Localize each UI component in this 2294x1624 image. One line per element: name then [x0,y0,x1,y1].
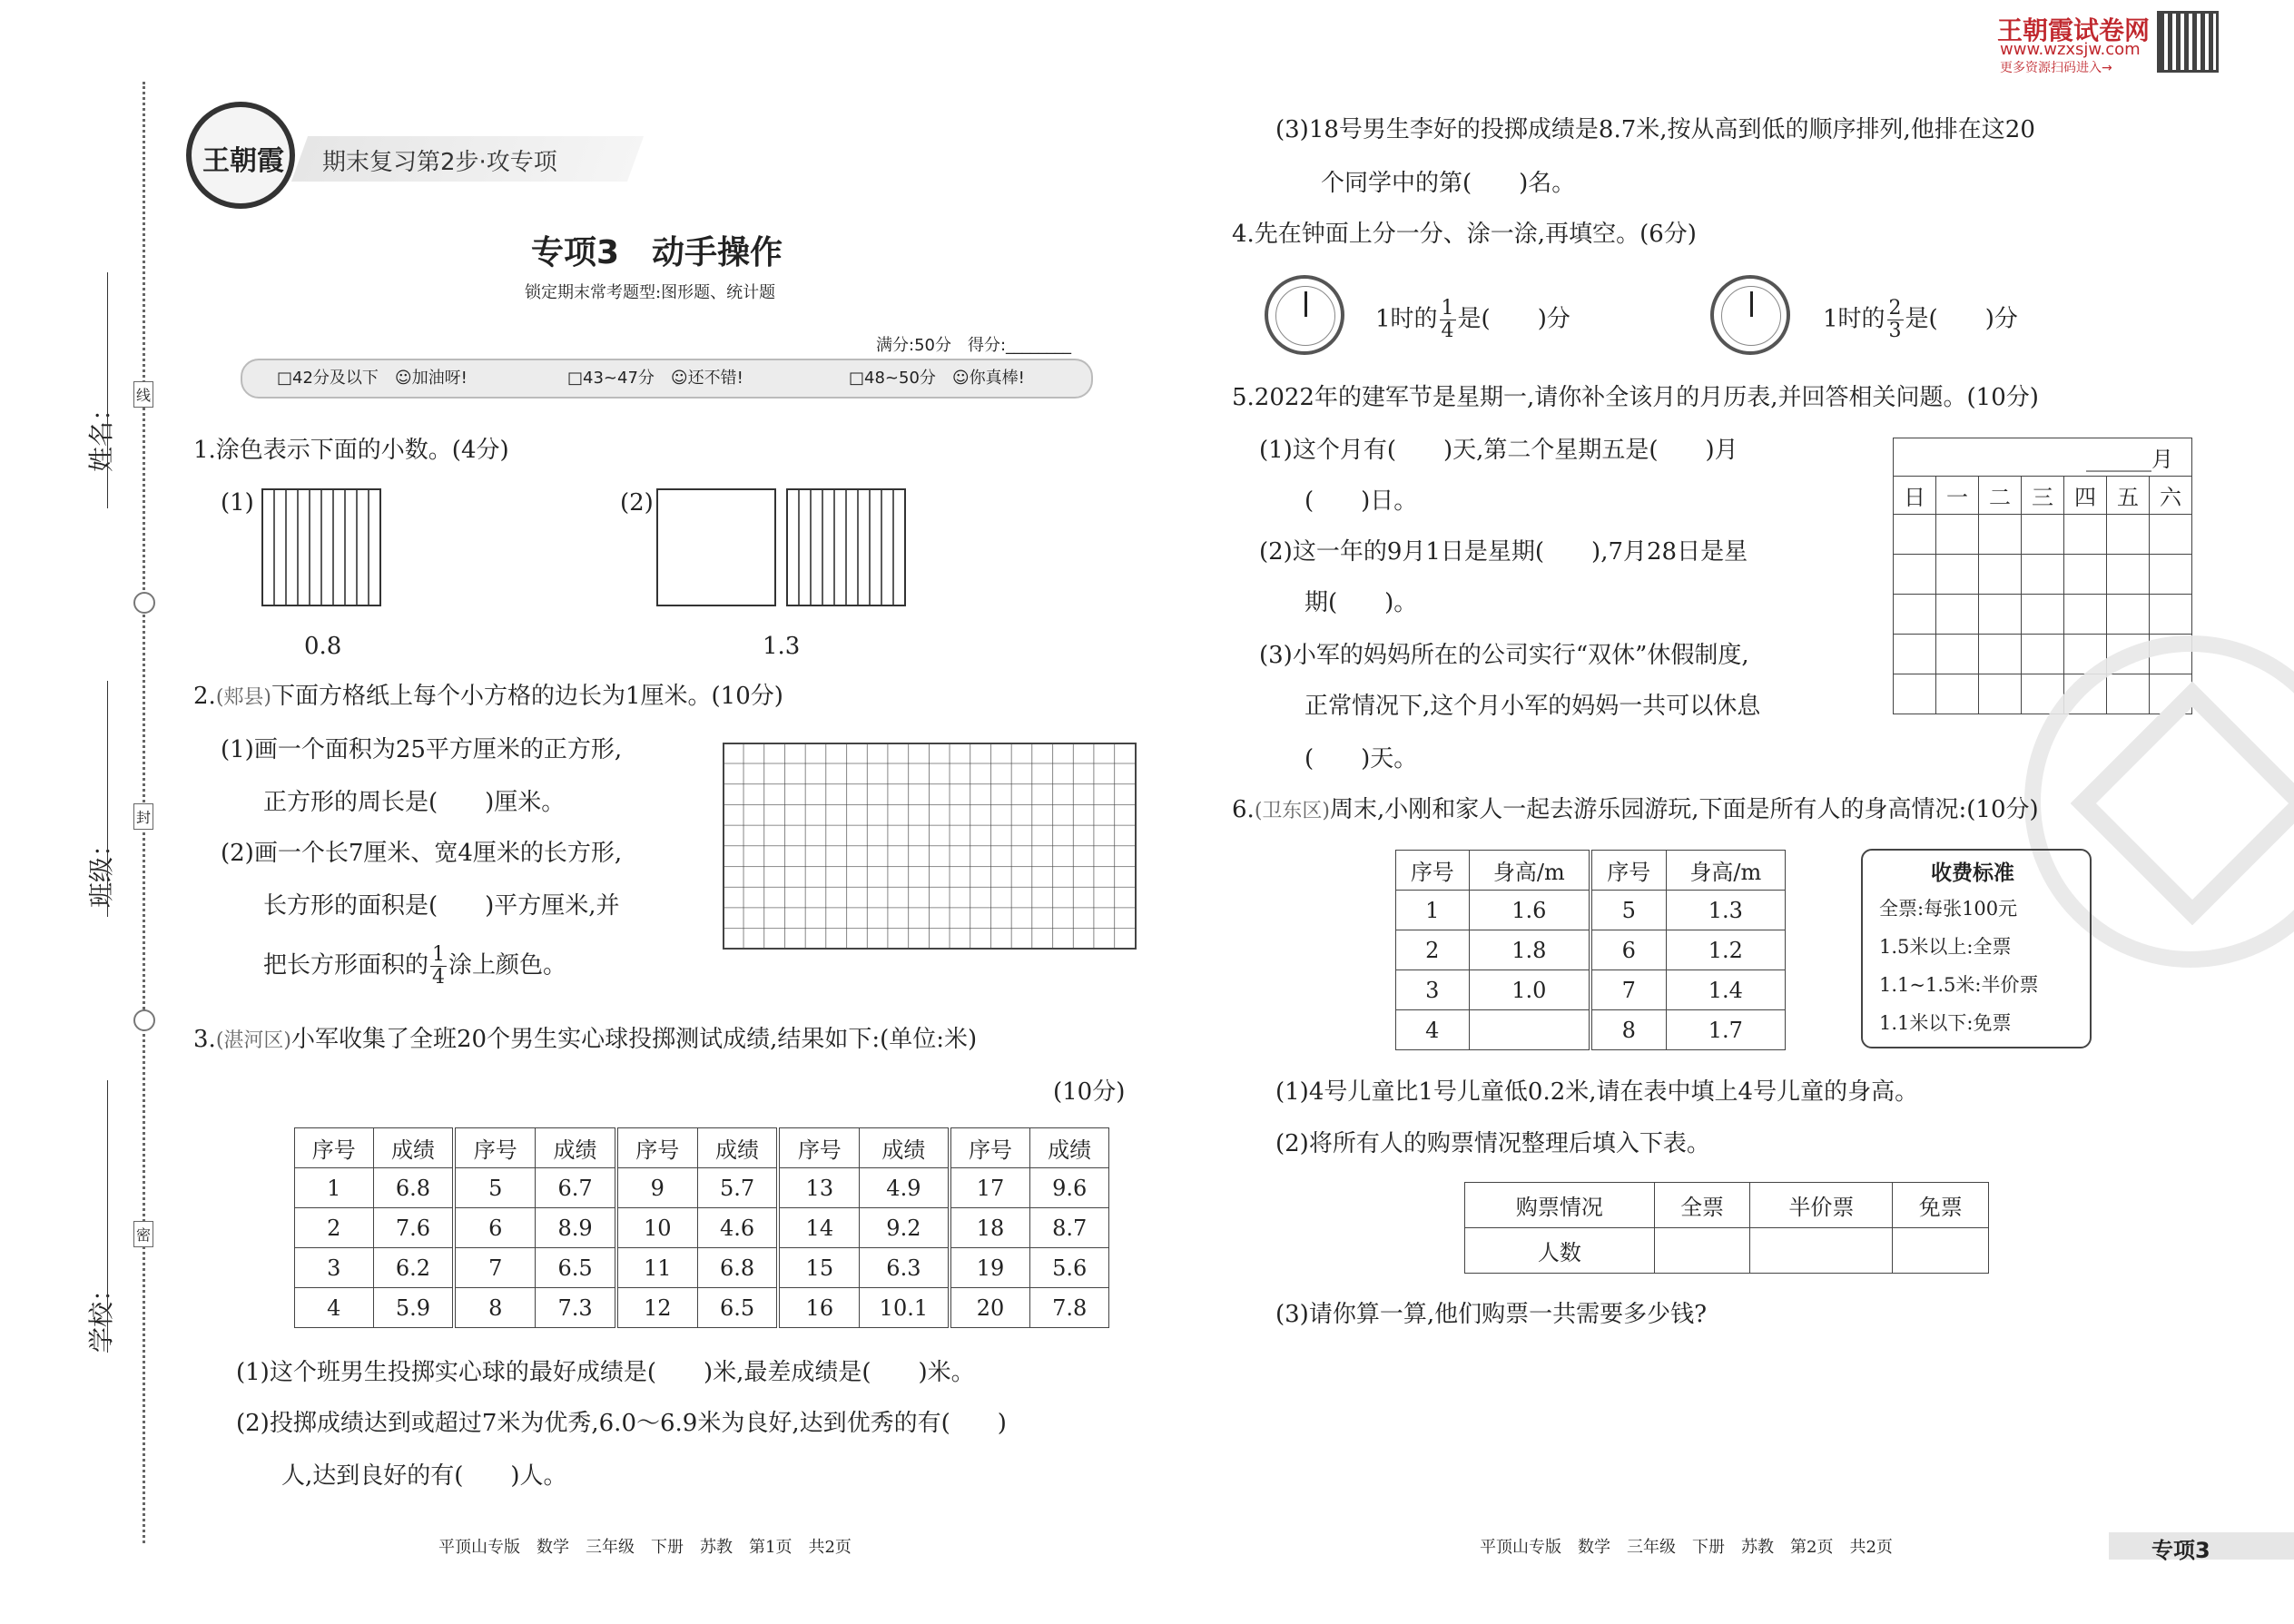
q2-sub-2c: 把长方形面积的 $\frac{1}{4}$ 涂上颜色。 [263,943,567,989]
weekday-mon: 一 [1936,477,1979,515]
table-header: 序号 [616,1128,697,1168]
height-table: 序号 身高/m 序号 身高/m 1 1.6 5 1.3 2 1.8 6 1.2 3 1.0 7 1.4 4 8 1.7 [1395,850,1786,1050]
fee-line-1: 全票:每张100元 [1879,898,2018,920]
q2-sub-1b: 正方形的周长是( )厘米。 [263,789,566,816]
weekday-sun: 日 [1894,477,1936,515]
q5-line-1: (1)这个月有( )天,第二个星期五是( )月 [1259,437,1738,464]
name-label: 姓名： [86,395,116,472]
fee-line-2: 1.5米以上:全票 [1879,936,2012,958]
table-header: 序号 [295,1128,374,1168]
q6-sub-1: (1)4号儿童比1号儿童低0.2米,请在表中填上4号儿童的身高。 [1275,1078,1919,1106]
table-header: 序号 [950,1128,1030,1168]
fraction-two-thirds: $\frac{2}{3}$ [1888,297,1902,342]
table-header: 成绩 [536,1128,616,1168]
count-input-cell[interactable] [1750,1228,1893,1274]
rating-option-2: □43~47分 ☺还不错! [567,369,743,388]
clock-face-icon [1710,275,1790,355]
q1-strip-grid-1 [261,488,381,606]
fee-line-4: 1.1米以下:免票 [1879,1012,2012,1034]
watermark-tip: 更多资源扫码进入→ [2000,61,2112,75]
q2-sub-2a: (2)画一个长7厘米、宽4厘米的长方形, [221,840,623,867]
q1-strip-grid-2 [786,488,906,606]
question-3: 3.(湛河区)小军收集了全班20个男生实心球投掷测试成绩,结果如下:(单位:米) [193,1026,978,1053]
seal-mark-2: 封 [133,803,153,830]
q2-sub-2b: 长方形的面积是( )平方厘米,并 [263,892,620,920]
fee-standard-box [1861,849,2092,1048]
q3-sub-1: (1)这个班男生投掷实心球的最好成绩是( )米,最差成绩是( )米。 [236,1359,975,1386]
q1-value-2: 1.3 [763,633,801,660]
logo-text: 王朝霞 [202,145,284,177]
table-header: 序号 [454,1128,535,1168]
q5-line-5: (3)小军的妈妈所在的公司实行“双休”休假制度, [1259,642,1749,669]
table-header: 成绩 [373,1128,454,1168]
weekday-wed: 三 [2022,477,2064,515]
class-label: 班级： [86,831,116,908]
weekday-fri: 五 [2107,477,2150,515]
school-label: 学校： [86,1275,116,1353]
count-input-cell[interactable] [1654,1228,1749,1274]
table-row: 1 6.8 5 6.7 9 5.7 13 4.9 17 9.6 [295,1168,1109,1208]
page-title: 专项3 动手操作 [531,234,783,271]
q2-graph-paper [723,743,1137,950]
watermark-url: www.wzxsjw.com [2000,40,2141,59]
q5-line-4: 期( )。 [1305,589,1418,616]
question-5: 5.2022年的建军节是星期一,请你补全该月的月历表,并回答相关问题。(10分) [1232,384,2039,411]
q3-sub-3b: 个同学中的第( )名。 [1321,170,1576,197]
q1-square-grid [656,488,776,606]
binding-circle-2 [133,1009,155,1031]
q3-points: (10分) [1053,1078,1126,1106]
seal-mark-1: 线 [133,381,153,408]
table-header: 成绩 [860,1128,950,1168]
table-header: 序号 [778,1128,859,1168]
q1-part-2-label: (2) [620,489,654,517]
brand-logo [186,102,295,209]
q5-line-2: ( )日。 [1305,487,1418,515]
q5-line-7: ( )天。 [1305,745,1418,773]
table-header: 成绩 [697,1128,778,1168]
watermark-site: 王朝霞试卷网 [1997,15,2151,45]
step-banner-text: 期末复习第2步·攻专项 [322,149,557,176]
q4-blank-2: 1时的 $\frac{2}{3}$ 是( )分 [1823,297,2018,342]
fraction-one-quarter: $\frac{1}{4}$ [432,943,446,989]
q4-blank-1: 1时的 $\frac{1}{4}$ 是( )分 [1375,297,1570,342]
question-2: 2.(郏县)下面方格纸上每个小方格的边长为1厘米。(10分) [193,683,783,710]
q3-sub-2b: 人,达到良好的有( )人。 [281,1462,567,1490]
footer-tab: 专项3 [2151,1538,2210,1563]
binding-circle-1 [133,592,155,614]
table-row: 2 1.8 6 1.2 [1396,930,1786,970]
page-subtitle: 锁定期末常考题型:图形题、统计题 [525,283,776,302]
table-row: 人数 [1465,1228,1989,1274]
clock-face-icon [1265,275,1344,355]
question-4: 4.先在钟面上分一分、涂一涂,再填空。(6分) [1232,221,1697,248]
q2-sub-1a: (1)画一个面积为25平方厘米的正方形, [221,736,623,763]
q3-score-table [294,1127,1109,1328]
q5-line-3: (2)这一年的9月1日是星期( ),7月28日是星 [1259,538,1748,566]
q1-value-1: 0.8 [304,633,342,660]
height-input-cell[interactable] [1469,1010,1590,1050]
weekday-sat: 六 [2150,477,2192,515]
name-line [107,272,108,508]
fee-line-3: 1.1~1.5米:半价票 [1879,974,2039,996]
weekday-tue: 二 [1979,477,2022,515]
table-row: 3 6.2 7 6.5 11 6.8 15 6.3 19 5.6 [295,1248,1109,1288]
table-row: 2 7.6 6 8.9 10 4.6 14 9.2 18 8.7 [295,1208,1109,1248]
table-row: 4 5.9 8 7.3 12 6.5 16 10.1 20 7.8 [295,1288,1109,1328]
count-input-cell[interactable] [1893,1228,1989,1274]
q3-sub-2a: (2)投掷成绩达到或超过7米为优秀,6.0～6.9米为良好,达到优秀的有( ) [236,1410,1007,1437]
question-6: 6.(卫东区)周末,小刚和家人一起去游乐园游玩,下面是所有人的身高情况:(10分) [1232,796,2039,823]
q6-sub-3: (3)请你算一算,他们购票一共需要多少钱? [1275,1301,1708,1328]
table-header: 成绩 [1030,1128,1109,1168]
q1-part-1-label: (1) [221,489,254,517]
school-line [107,1080,108,1353]
thumbs-icon: ☺ [394,369,412,388]
footer-right: 平顶山专版 数学 三年级 下册 苏教 第2页 共2页 [1480,1538,1893,1557]
qr-code-icon [2157,11,2219,73]
fee-title: 收费标准 [1931,861,2014,885]
fraction-one-quarter: $\frac{1}{4}$ [1441,297,1454,342]
q3-sub-3a: (3)18号男生李好的投掷成绩是8.7米,按从高到低的顺序排列,他排在这20 [1275,116,2035,143]
rating-option-1: □42分及以下 ☺加油呀! [277,369,468,388]
q6-sub-2: (2)将所有人的购票情况整理后填入下表。 [1275,1130,1710,1157]
calendar-month: ______月 [1894,438,2192,477]
rating-option-3: □48~50分 ☺你真棒! [849,369,1025,388]
q5-line-6: 正常情况下,这个月小军的妈妈一共可以休息 [1305,693,1761,720]
seal-mark-3: 密 [133,1221,153,1247]
question-1: 1.涂色表示下面的小数。(4分) [193,437,509,464]
footer-left: 平顶山专版 数学 三年级 下册 苏教 第1页 共2页 [438,1538,852,1557]
score-field: 满分:50分 得分:________ [876,336,1072,355]
table-row: 1 1.6 5 1.3 [1396,891,1786,930]
table-row: 3 1.0 7 1.4 [1396,970,1786,1010]
weekday-thu: 四 [2064,477,2107,515]
table-row: 4 8 1.7 [1396,1010,1786,1050]
class-line [107,681,108,917]
ticket-table: 购票情况 全票 半价票 免票 人数 [1464,1182,1989,1274]
thumbs-icon: ☺ [670,369,688,388]
thumbs-icon: ☺ [951,369,970,388]
